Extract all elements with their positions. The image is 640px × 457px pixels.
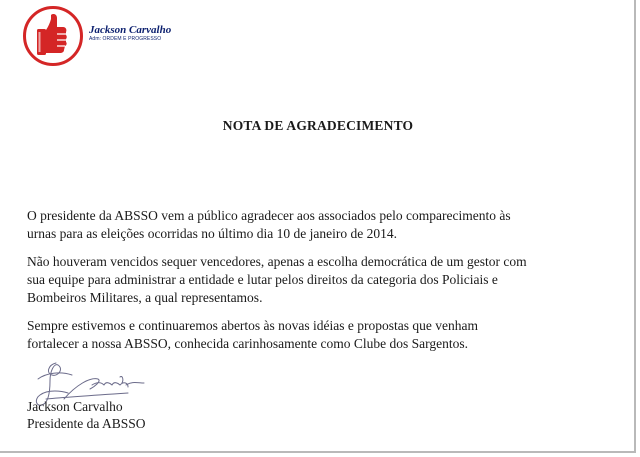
letterhead-name: Jackson Carvalho bbox=[89, 24, 172, 36]
letterhead-tagline: Adm: ORDEM E PROGRESSO bbox=[89, 36, 162, 42]
signature-role: Presidente da ABSSO bbox=[27, 416, 146, 431]
paragraph-line: O presidente da ABSSO vem a público agradecer aos associados pelo comparecimento às bbox=[27, 208, 511, 223]
paragraph-line: Sempre estivemos e continuaremos abertos às novas idéias e propostas que venham bbox=[27, 318, 479, 333]
document-title: NOTA DE AGRADECIMENTO bbox=[222, 118, 414, 133]
paragraph-line: sua equipe para administrar a entidade e lutar pelos direitos da categoria dos Policiais e bbox=[27, 272, 498, 287]
signature-name: Jackson Carvalho bbox=[27, 399, 123, 414]
signature-block bbox=[27, 398, 146, 432]
paragraph-3 bbox=[27, 317, 627, 353]
paragraph-line: fortalecer a nossa ABSSO, conhecida carinhosamente como Clube dos Sargentos. bbox=[27, 336, 469, 351]
letter-body bbox=[27, 207, 627, 363]
paragraph-line: Bombeiros Militares, a qual representamos. bbox=[27, 290, 263, 305]
paragraph-2 bbox=[27, 253, 627, 307]
paragraph-1 bbox=[27, 207, 627, 243]
paragraph-line: urnas para as eleições ocorridas no último dia 10 de janeiro de 2014. bbox=[27, 226, 398, 241]
paragraph-line: Não houveram vencidos sequer vencedores, apenas a escolha democrática de um gestor com bbox=[27, 254, 527, 269]
letterhead-brand bbox=[89, 24, 171, 43]
thumbs-up-icon bbox=[22, 5, 84, 67]
